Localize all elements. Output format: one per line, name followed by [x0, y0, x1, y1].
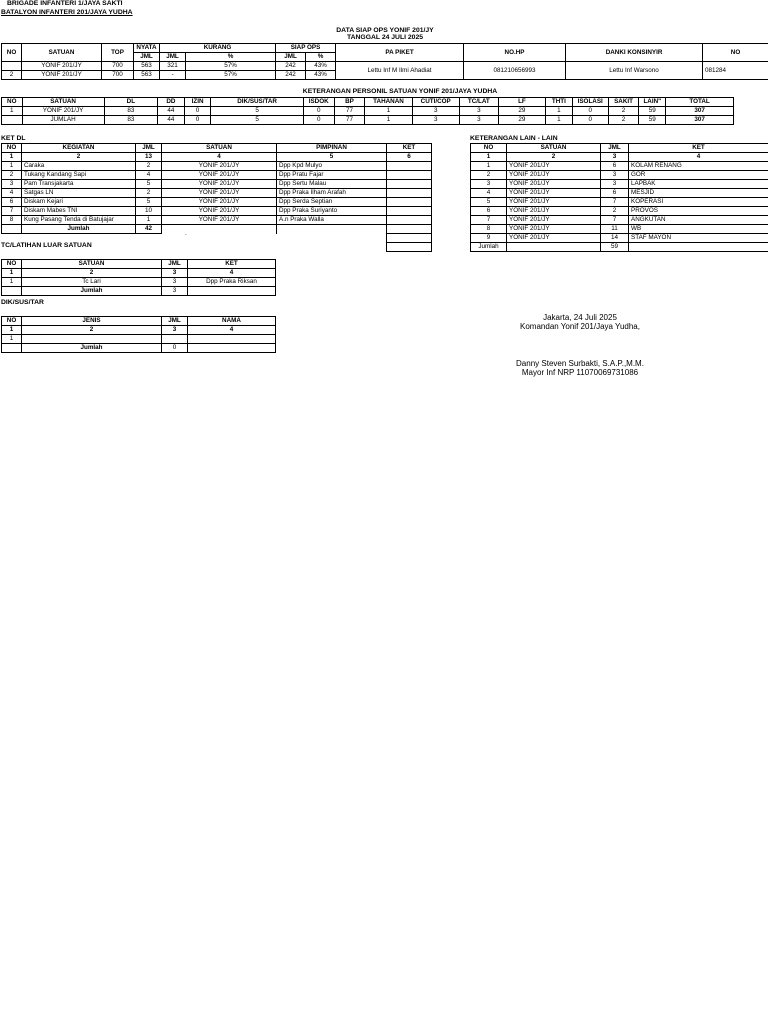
ops-cell: 242 — [276, 62, 306, 71]
personil-cell: 1 — [546, 107, 573, 116]
personil-cell: 1 — [2, 107, 23, 116]
ketdl-cell — [136, 243, 162, 252]
dik-number: 1 — [2, 326, 22, 335]
lain-cell: YONIF 201/JY — [507, 171, 601, 180]
lain-cell: 11 — [601, 225, 629, 234]
lain-cell: YONIF 201/JY — [507, 225, 601, 234]
ketdl-cell: 6 — [2, 198, 22, 207]
dik-cell — [2, 344, 22, 353]
personil-cell: YONIF 201/JY — [22, 107, 104, 116]
table-number-row — [2, 326, 276, 335]
ketdl-cell: 2 — [136, 162, 162, 171]
ketdl-cell: A.n Praka Walla — [277, 216, 387, 225]
ops-header-no: NO — [2, 44, 22, 62]
signature-rank: Mayor Inf NRP 11070069731086 — [521, 368, 639, 377]
personil-cell: 29 — [498, 116, 545, 125]
ketdl-cell — [162, 234, 277, 243]
ketdl-cell: Dpp Kpd Mulyo — [277, 162, 387, 171]
ketdl-cell: Dpp Pratu Fajar — [277, 171, 387, 180]
signature-role: Komandan Yonif 201/Jaya Yudha, — [520, 322, 640, 331]
dik-table — [1, 316, 276, 353]
personil-cell — [2, 116, 23, 125]
latihan-header: NO — [2, 260, 22, 269]
signature-place-date: Jakarta, 24 Juli 2025 — [543, 313, 617, 322]
table-row — [2, 116, 734, 125]
ketdl-cell: 1 — [2, 162, 22, 171]
ketdl-jumlah-label: Jumlah — [22, 225, 136, 234]
personil-cell: 44 — [158, 116, 185, 125]
pa-piket-value: Lettu Inf M Ilmi Ahadiat — [336, 62, 464, 80]
ops-header-pa-piket: PA PIKET — [336, 44, 464, 62]
signature-name: Danny Steven Surbakti, S.A.P.,M.M. — [516, 359, 644, 368]
ops-cell: 700 — [102, 71, 134, 80]
personil-header: THTI — [546, 98, 573, 107]
lain-cell: KOLAM RENANG — [629, 162, 768, 171]
ketdl-cell: 5 — [136, 180, 162, 189]
ketdl-cell: 10 — [136, 207, 162, 216]
ketdl-cell: Dpp Serda Septian — [277, 198, 387, 207]
table-total-row — [2, 225, 432, 234]
personil-title: KETERANGAN PERSONIL SATUAN YONIF 201/JAYA YUDHA — [302, 88, 498, 95]
ops-subheader-siap-jml: JML — [276, 53, 306, 62]
table-total-row — [471, 243, 768, 252]
ketdl-number: 2 — [22, 153, 136, 162]
table-row — [2, 335, 276, 344]
ketdl-cell: Pam Transjakarta — [22, 180, 136, 189]
lain-cell: 8 — [471, 225, 507, 234]
latihan-table — [1, 259, 276, 296]
table-row — [2, 207, 432, 216]
ketdl-header: SATUAN — [162, 144, 277, 153]
ops-subheader-jml: JML — [134, 53, 160, 62]
dik-header: NAMA — [188, 317, 276, 326]
lain-cell: 2 — [601, 207, 629, 216]
ops-header-nyata: NYATA — [134, 44, 160, 53]
personil-cell: 83 — [104, 107, 157, 116]
table-row — [471, 171, 768, 180]
table-row — [471, 234, 768, 243]
ops-header-kurang: KURANG — [160, 44, 276, 53]
ketdl-number: 13 — [136, 153, 162, 162]
personil-header: DL — [104, 98, 157, 107]
ops-cell: 2 — [2, 71, 22, 80]
lain-cell: ANGKUTAN — [629, 216, 768, 225]
dik-cell: 1 — [2, 335, 22, 344]
table-header-row — [2, 260, 276, 269]
lain-cell: 9 — [471, 234, 507, 243]
table-number-row — [471, 153, 768, 162]
personil-cell: 307 — [666, 107, 734, 116]
ketdl-header: KEGIATAN — [22, 144, 136, 153]
table-header-row — [2, 144, 432, 153]
lain-cell: PROVOS — [629, 207, 768, 216]
table-row — [471, 207, 768, 216]
personil-cell: 1 — [365, 116, 412, 125]
latihan-title: TC/LATIHAN LUAR SATUAN — [1, 242, 92, 249]
dik-cell — [188, 335, 276, 344]
lain-cell: WB — [629, 225, 768, 234]
lain-header: SATUAN — [507, 144, 601, 153]
ketdl-cell — [387, 225, 432, 234]
table-header-row — [471, 144, 768, 153]
table-row — [471, 189, 768, 198]
table-row — [2, 216, 432, 225]
table-row — [471, 162, 768, 171]
lain-cell: 6 — [601, 162, 629, 171]
personil-header: DD — [158, 98, 185, 107]
latihan-header: KET — [188, 260, 276, 269]
lain-cell: 6 — [471, 207, 507, 216]
dik-header: JML — [162, 317, 188, 326]
ketdl-cell: Tukang Kandang Sapi — [22, 171, 136, 180]
ketdl-cell — [387, 207, 432, 216]
table-row — [2, 180, 432, 189]
ketdl-header: NO — [2, 144, 22, 153]
ketdl-cell: 4 — [2, 189, 22, 198]
ketdl-cell — [277, 234, 387, 243]
lain-cell: 1 — [471, 162, 507, 171]
nohp-value: 081210656993 — [464, 62, 566, 80]
personil-header: IZIN — [184, 98, 211, 107]
ketdl-cell: YONIF 201/JY — [162, 189, 277, 198]
table-row — [2, 107, 734, 116]
personil-cell: 307 — [666, 116, 734, 125]
lain-cell: 3 — [471, 180, 507, 189]
dik-cell — [22, 335, 162, 344]
latihan-cell: Tc Lari — [22, 278, 162, 287]
ops-header-danki: DANKI KONSINYIR — [566, 44, 703, 62]
lain-cell: 14 — [601, 234, 629, 243]
personil-cell: 59 — [639, 107, 666, 116]
brigade-title: BRIGADE INFANTERI 1/JAYA SAKTI — [7, 0, 123, 7]
latihan-cell — [188, 287, 276, 296]
ketdl-cell: Caraka — [22, 162, 136, 171]
latihan-cell: 3 — [162, 278, 188, 287]
latihan-cell: 1 — [2, 278, 22, 287]
lain-number: 1 — [471, 153, 507, 162]
personil-cell: 29 — [498, 107, 545, 116]
personil-header: DIK/SUS/TAR — [211, 98, 303, 107]
personil-cell: 3 — [459, 107, 498, 116]
ops-header-no2: NO — [703, 44, 768, 62]
latihan-number: 3 — [162, 269, 188, 278]
ketdl-cell — [387, 162, 432, 171]
table-row — [471, 198, 768, 207]
lain-cell: KOPERASI — [629, 198, 768, 207]
lain-cell: 4 — [471, 189, 507, 198]
lain-cell: YONIF 201/JY — [507, 216, 601, 225]
battalion-title: BATALYON INFANTERI 201/JAYA YUDHA — [1, 9, 133, 16]
personil-cell: 0 — [572, 116, 608, 125]
ketdl-cell: YONIF 201/JY — [162, 216, 277, 225]
personil-cell: 0 — [572, 107, 608, 116]
personil-cell: JUMLAH — [22, 116, 104, 125]
ketdl-number: 6 — [387, 153, 432, 162]
lain-cell: 3 — [601, 180, 629, 189]
ketdl-cell: 2 — [2, 171, 22, 180]
ketdl-cell: Diskam Mabes TNI — [22, 207, 136, 216]
lain-header: JML — [601, 144, 629, 153]
table-total-row — [2, 287, 276, 296]
lain-table — [470, 143, 768, 252]
ketdl-cell: Satgas LN — [22, 189, 136, 198]
main-subtitle: TANGGAL 24 JULI 2025 — [346, 34, 424, 41]
ketdl-cell: YONIF 201/JY — [162, 207, 277, 216]
ketdl-number: 1 — [2, 153, 22, 162]
ketdl-cell: Dpp Praka Ilham Arafah — [277, 189, 387, 198]
ketdl-cell: 8 — [2, 216, 22, 225]
dik-cell — [162, 335, 188, 344]
ketdl-cell — [387, 234, 432, 243]
table-row — [2, 278, 276, 287]
ops-cell: 321 — [160, 62, 186, 71]
table-row — [471, 225, 768, 234]
ketdl-header: PIMPINAN — [277, 144, 387, 153]
table-row — [471, 180, 768, 189]
personil-cell: 77 — [334, 116, 365, 125]
ops-subheader-kurang-pct: % — [186, 53, 276, 62]
personil-header: SATUAN — [22, 98, 104, 107]
personil-header: SAKIT — [608, 98, 639, 107]
ketdl-cell — [162, 225, 277, 234]
ketdl-cell — [277, 225, 387, 234]
latihan-header: JML — [162, 260, 188, 269]
ops-cell: 43% — [306, 71, 336, 80]
ops-cell: 57% — [186, 71, 276, 80]
table-header-row — [2, 317, 276, 326]
lain-header: KET — [629, 144, 768, 153]
ketdl-cell — [387, 189, 432, 198]
lain-cell: 7 — [601, 216, 629, 225]
ketdl-cell: 5 — [136, 198, 162, 207]
ops-header-nohp: NO.HP — [464, 44, 566, 62]
personil-header: BP — [334, 98, 365, 107]
latihan-cell: Dpp Praka Riksan — [188, 278, 276, 287]
table-total-row — [2, 344, 276, 353]
personil-cell: 44 — [158, 107, 185, 116]
ketdl-table — [1, 143, 432, 252]
lain-cell: 2 — [471, 171, 507, 180]
personil-cell: 1 — [365, 107, 412, 116]
dik-number: 3 — [162, 326, 188, 335]
lain-title: KETERANGAN LAIN - LAIN — [470, 135, 558, 142]
table-row — [2, 198, 432, 207]
latihan-number: 1 — [2, 269, 22, 278]
table-row — [2, 189, 432, 198]
ketdl-cell: YONIF 201/JY — [162, 162, 277, 171]
personil-header: TC/LAT — [459, 98, 498, 107]
ketdl-cell — [387, 198, 432, 207]
ops-cell: YONIF 201/JY — [22, 62, 102, 71]
personil-cell: 0 — [303, 107, 334, 116]
lain-cell: YONIF 201/JY — [507, 207, 601, 216]
personil-cell: 1 — [546, 116, 573, 125]
lain-jumlah-value: 59 — [601, 243, 629, 252]
ops-cell: 57% — [186, 62, 276, 71]
lain-cell — [629, 243, 768, 252]
latihan-jumlah-label: Jumlah — [22, 287, 162, 296]
personil-header: LAIN" — [639, 98, 666, 107]
table-row — [2, 171, 432, 180]
lain-cell: 6 — [601, 189, 629, 198]
ketdl-jumlah-value: 42 — [136, 225, 162, 234]
personil-header: NO — [2, 98, 23, 107]
personil-cell: 2 — [608, 107, 639, 116]
personil-header: TOTAL — [666, 98, 734, 107]
lain-jumlah-label: Jumlah — [471, 243, 507, 252]
personil-cell: 3 — [459, 116, 498, 125]
ketdl-cell: Diskam Kejari — [22, 198, 136, 207]
lain-number: 2 — [507, 153, 601, 162]
dik-jumlah-value: 0 — [162, 344, 188, 353]
ketdl-cell: YONIF 201/JY — [162, 198, 277, 207]
personil-cell: 3 — [412, 107, 459, 116]
personil-header: ISDOK — [303, 98, 334, 107]
main-title: DATA SIAP OPS YONIF 201/JY — [336, 27, 434, 34]
personil-cell: 59 — [639, 116, 666, 125]
ops-cell: 43% — [306, 62, 336, 71]
ketdl-cell — [387, 180, 432, 189]
ketdl-cell — [387, 171, 432, 180]
lain-cell: MESJID — [629, 189, 768, 198]
ketdl-header: JML — [136, 144, 162, 153]
ketdl-cell: 3 — [2, 180, 22, 189]
personil-cell: 77 — [334, 107, 365, 116]
lain-cell: 7 — [601, 198, 629, 207]
ketdl-number: 4 — [162, 153, 277, 162]
lain-number: 3 — [601, 153, 629, 162]
ketdl-cell: Kung Pasang Tenda di Batujajar — [22, 216, 136, 225]
ketdl-cell — [277, 243, 387, 252]
dik-header: NO — [2, 317, 22, 326]
ops-cell: YONIF 201/JY — [22, 71, 102, 80]
table-number-row — [2, 269, 276, 278]
ops-cell: 700 — [102, 62, 134, 71]
ops-cell: - — [160, 71, 186, 80]
danki-value: Lettu Inf Warsono — [566, 62, 703, 80]
lain-cell: GOR — [629, 171, 768, 180]
personil-header: CUTI/COP — [412, 98, 459, 107]
dik-number: 4 — [188, 326, 276, 335]
latihan-number: 4 — [188, 269, 276, 278]
lain-cell: 5 — [471, 198, 507, 207]
personil-header: ISOLASI — [572, 98, 608, 107]
lain-cell: YONIF 201/JY — [507, 234, 601, 243]
lain-header: NO — [471, 144, 507, 153]
personil-table — [1, 97, 734, 125]
ketdl-title: KET DL — [1, 135, 26, 142]
ops-cell: 242 — [276, 71, 306, 80]
table-header-row — [2, 98, 734, 107]
ketdl-header: KET — [387, 144, 432, 153]
latihan-cell — [2, 287, 22, 296]
table-row — [2, 162, 432, 171]
ops-cell — [2, 62, 22, 71]
ketdl-cell — [162, 243, 277, 252]
ops-cell: 563 — [134, 71, 160, 80]
personil-cell: 83 — [104, 116, 157, 125]
ketdl-cell — [2, 225, 22, 234]
ketdl-cell: Dpp Praka Suriyanto — [277, 207, 387, 216]
lain-cell: 7 — [471, 216, 507, 225]
personil-header: TAHANAN — [365, 98, 412, 107]
lain-cell: 3 — [601, 171, 629, 180]
lain-cell: STAF MAYON — [629, 234, 768, 243]
ketdl-cell — [387, 216, 432, 225]
dik-jumlah-label: Jumlah — [22, 344, 162, 353]
ketdl-cell: 7 — [2, 207, 22, 216]
lain-cell: YONIF 201/JY — [507, 162, 601, 171]
ops-header-satuan: SATUAN — [22, 44, 102, 62]
latihan-number: 2 — [22, 269, 162, 278]
table-row — [471, 216, 768, 225]
ops-subheader-siap-pct: % — [306, 53, 336, 62]
personil-header: LF — [498, 98, 545, 107]
ketdl-cell — [387, 243, 432, 252]
dik-number: 2 — [22, 326, 162, 335]
ketdl-cell: YONIF 201/JY — [162, 180, 277, 189]
ketdl-cell: 4 — [136, 171, 162, 180]
lain-cell: YONIF 201/JY — [507, 189, 601, 198]
ketdl-cell: YONIF 201/JY — [162, 171, 277, 180]
no2-value: 081284 — [703, 62, 768, 80]
personil-cell: 2 — [608, 116, 639, 125]
ops-table — [1, 43, 768, 80]
ops-header-top: TOP — [102, 44, 134, 62]
lain-cell: YONIF 201/JY — [507, 198, 601, 207]
table-row — [2, 62, 768, 71]
lain-number: 4 — [629, 153, 768, 162]
latihan-jumlah-value: 3 — [162, 287, 188, 296]
lain-cell: YONIF 201/JY — [507, 180, 601, 189]
ops-subheader-kurang-jml: JML — [160, 53, 186, 62]
dik-header: JENIS — [22, 317, 162, 326]
ketdl-cell: 1 — [136, 216, 162, 225]
stray-mark: . — [185, 230, 187, 237]
personil-cell: 3 — [412, 116, 459, 125]
dik-cell — [188, 344, 276, 353]
ops-header-siap: SIAP OPS — [276, 44, 336, 53]
personil-cell: 0 — [184, 107, 211, 116]
ketdl-number: 5 — [277, 153, 387, 162]
ops-cell: 563 — [134, 62, 160, 71]
ketdl-cell — [136, 234, 162, 243]
personil-cell: 0 — [184, 116, 211, 125]
dik-title: DIK/SUS/TAR — [1, 299, 44, 306]
personil-cell: 5 — [211, 107, 303, 116]
personil-cell: 5 — [211, 116, 303, 125]
ketdl-cell: Dpp Sertu Malau — [277, 180, 387, 189]
lain-cell: LAPBAK — [629, 180, 768, 189]
latihan-header: SATUAN — [22, 260, 162, 269]
lain-cell — [507, 243, 601, 252]
ketdl-cell: 2 — [136, 189, 162, 198]
table-number-row — [2, 153, 432, 162]
personil-cell: 0 — [303, 116, 334, 125]
